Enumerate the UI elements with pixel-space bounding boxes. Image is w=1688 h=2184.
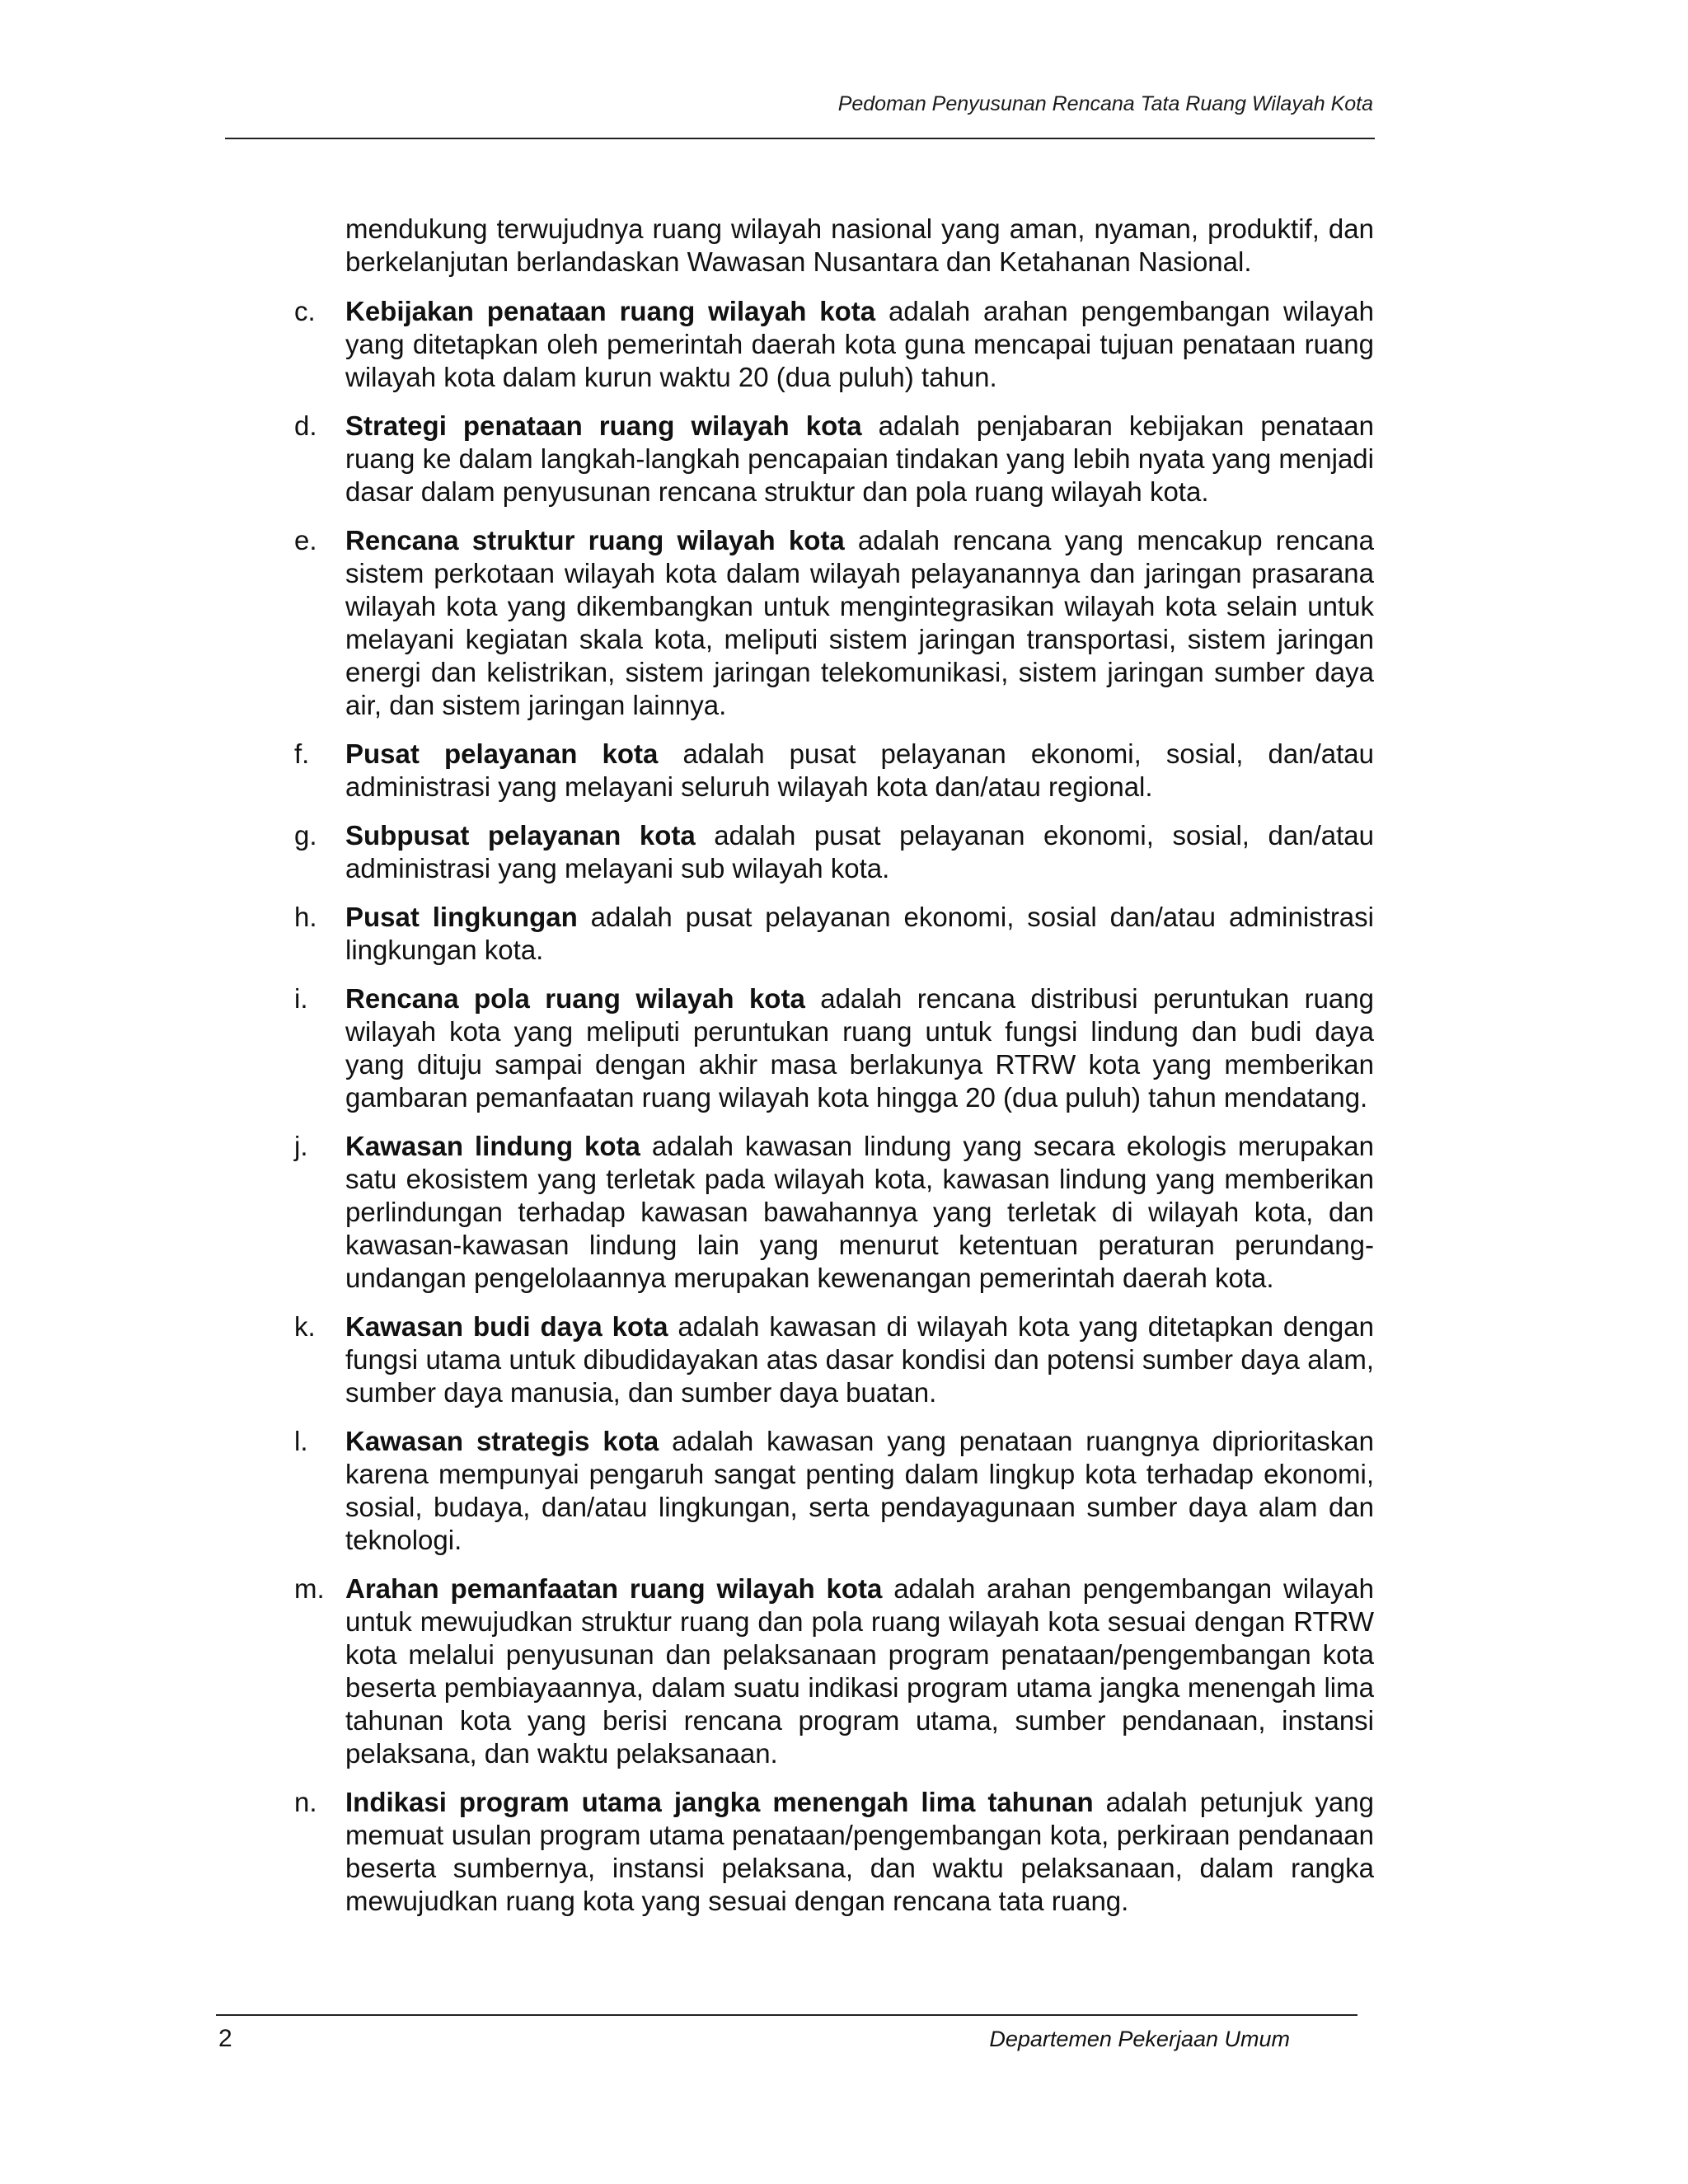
definition-item-h	[294, 901, 1374, 967]
document-body	[294, 213, 1374, 1933]
footer-rule	[216, 2014, 1357, 2016]
definition-text: adalah kawasan lindung yang secara ekologis merupakan satu ekosistem yang terletak pada wilayah kota, kawasan lindung yang memberikan perlindungan terhadap kawasan bawahannya yang terletak di wilayah kota, dan kawasan-kawasan lindung lain yang menurut ketentuan peraturan perundang-undangan pengelolaannya merupakan kewenangan pemerintah daerah kota.	[345, 1131, 1374, 1293]
definition-term: Kawasan budi daya kota	[345, 1311, 668, 1342]
list-marker: i.	[294, 983, 308, 1014]
definition-term: Pusat pelayanan kota	[345, 738, 659, 769]
definition-text: adalah arahan pengembangan wilayah yang ditetapkan oleh pemerintah daerah kota guna mencapai tujuan penataan ruang wilayah kota dalam kurun waktu 20 (dua puluh) tahun.	[345, 296, 1374, 392]
running-header-title: Pedoman Penyusunan Rencana Tata Ruang Wilayah Kota	[837, 92, 1373, 115]
list-marker: j.	[294, 1131, 308, 1161]
list-marker: f.	[294, 738, 310, 769]
definition-item-d	[294, 410, 1374, 509]
list-marker: g.	[294, 820, 317, 851]
definition-item-k	[294, 1310, 1374, 1409]
continuation-paragraph: mendukung terwujudnya ruang wilayah nasional yang aman, nyaman, produktif, dan berkelanjutan berlandaskan Wawasan Nusantara dan Ketahanan Nasional.	[345, 213, 1374, 277]
page-number: 2	[218, 2025, 232, 2052]
definition-body	[345, 295, 1374, 394]
list-marker: h.	[294, 902, 317, 932]
definition-body	[345, 738, 1374, 804]
list-marker: n.	[294, 1787, 317, 1817]
definition-text: adalah pusat pelayanan ekonomi, sosial, dan/atau administrasi yang melayani sub wilayah kota.	[345, 820, 1374, 883]
header-rule	[225, 138, 1375, 139]
list-marker: l.	[294, 1426, 308, 1456]
list-marker: c.	[294, 296, 316, 326]
definition-term: Arahan pemanfaatan ruang wilayah kota	[345, 1573, 883, 1604]
definition-term: Strategi penataan ruang wilayah kota	[345, 410, 862, 441]
definition-term: Indikasi program utama jangka menengah lima tahunan	[345, 1787, 1094, 1817]
definition-body	[345, 1130, 1374, 1295]
list-marker: e.	[294, 525, 317, 555]
definition-body	[345, 901, 1374, 967]
definition-item-j	[294, 1130, 1374, 1295]
definition-text: adalah rencana yang mencakup rencana sistem perkotaan wilayah kota dalam wilayah pelayanannya dan jaringan prasarana wilayah kota yang dikembangkan untuk mengintegrasikan wilayah kota selain untuk melayani kegiatan skala kota, meliputi sistem jaringan transportasi, sistem jaringan energi dan kelistrikan, sistem jaringan telekomunikasi, sistem jaringan sumber daya air, dan sistem jaringan lainnya.	[345, 525, 1374, 720]
definition-item-e	[294, 524, 1374, 722]
definition-item-f	[294, 738, 1374, 804]
definition-item-i	[294, 982, 1374, 1114]
definition-term: Kawasan lindung kota	[345, 1131, 640, 1161]
definition-term: Rencana struktur ruang wilayah kota	[345, 525, 845, 555]
definition-text: adalah pusat pelayanan ekonomi, sosial dan/atau administrasi lingkungan kota.	[345, 902, 1374, 965]
definition-item-c	[294, 295, 1374, 394]
definition-term: Kebijakan penataan ruang wilayah kota	[345, 296, 876, 326]
definition-text: adalah penjabaran kebijakan penataan ruang ke dalam langkah-langkah pencapaian tindakan yang lebih nyata yang menjadi dasar dalam penyusunan rencana struktur dan pola ruang wilayah kota.	[345, 410, 1375, 507]
list-marker: m.	[294, 1573, 325, 1604]
definition-body	[345, 819, 1374, 885]
list-marker: d.	[294, 410, 317, 441]
definition-term: Pusat lingkungan	[345, 902, 578, 932]
definition-text: adalah arahan pengembangan wilayah untuk mewujudkan struktur ruang dan pola ruang wilayah kota sesuai dengan RTRW kota melalui penyusunan dan pelaksanaan program penataan/pengembangan kota beserta pembiayaannya, dalam suatu indikasi program utama jangka menengah lima tahunan kota yang berisi rencana program utama, sumber pendanaan, instansi pelaksana, dan waktu pelaksanaan.	[345, 1573, 1374, 1769]
definition-text: adalah rencana distribusi peruntukan ruang wilayah kota yang meliputi peruntukan ruang untuk fungsi lindung dan budi daya yang dituju sampai dengan akhir masa berlakunya RTRW kota yang memberikan gambaran pemanfaatan ruang wilayah kota hingga 20 (dua puluh) tahun mendatang.	[345, 983, 1374, 1113]
definition-body	[345, 982, 1374, 1114]
definition-body	[345, 410, 1374, 509]
list-marker: k.	[294, 1311, 316, 1342]
definition-item-n	[294, 1786, 1374, 1918]
definition-body	[345, 524, 1374, 722]
definition-text: adalah kawasan di wilayah kota yang ditetapkan dengan fungsi utama untuk dibudidayakan atas dasar kondisi dan potensi sumber daya alam, sumber daya manusia, dan sumber daya buatan.	[345, 1311, 1374, 1408]
definition-body	[345, 1786, 1374, 1918]
running-footer-title: Departemen Pekerjaan Umum	[989, 2027, 1290, 2051]
definition-text: adalah petunjuk yang memuat usulan program utama penataan/pengembangan kota, perkiraan pendanaan beserta sumbernya, instansi pelaksana, dan waktu pelaksanaan, dalam rangka mewujudkan ruang kota yang sesuai dengan rencana tata ruang.	[345, 1787, 1374, 1916]
definition-term: Subpusat pelayanan kota	[345, 820, 696, 851]
definition-body	[345, 1425, 1374, 1557]
definition-text: adalah kawasan yang penataan ruangnya diprioritaskan karena mempunyai pengaruh sangat penting dalam lingkup kota terhadap ekonomi, sosial, budaya, dan/atau lingkungan, serta pendayagunaan sumber daya alam dan teknologi.	[345, 1426, 1374, 1555]
definition-body	[345, 1572, 1374, 1770]
definition-term: Kawasan strategis kota	[345, 1426, 659, 1456]
definition-item-l	[294, 1425, 1374, 1557]
definition-term: Rencana pola ruang wilayah kota	[345, 983, 805, 1014]
definition-body	[345, 1310, 1374, 1409]
definition-item-m	[294, 1572, 1374, 1770]
definition-text: adalah pusat pelayanan ekonomi, sosial, dan/atau administrasi yang melayani seluruh wilayah kota dan/atau regional.	[345, 738, 1374, 802]
definition-item-g	[294, 819, 1374, 885]
